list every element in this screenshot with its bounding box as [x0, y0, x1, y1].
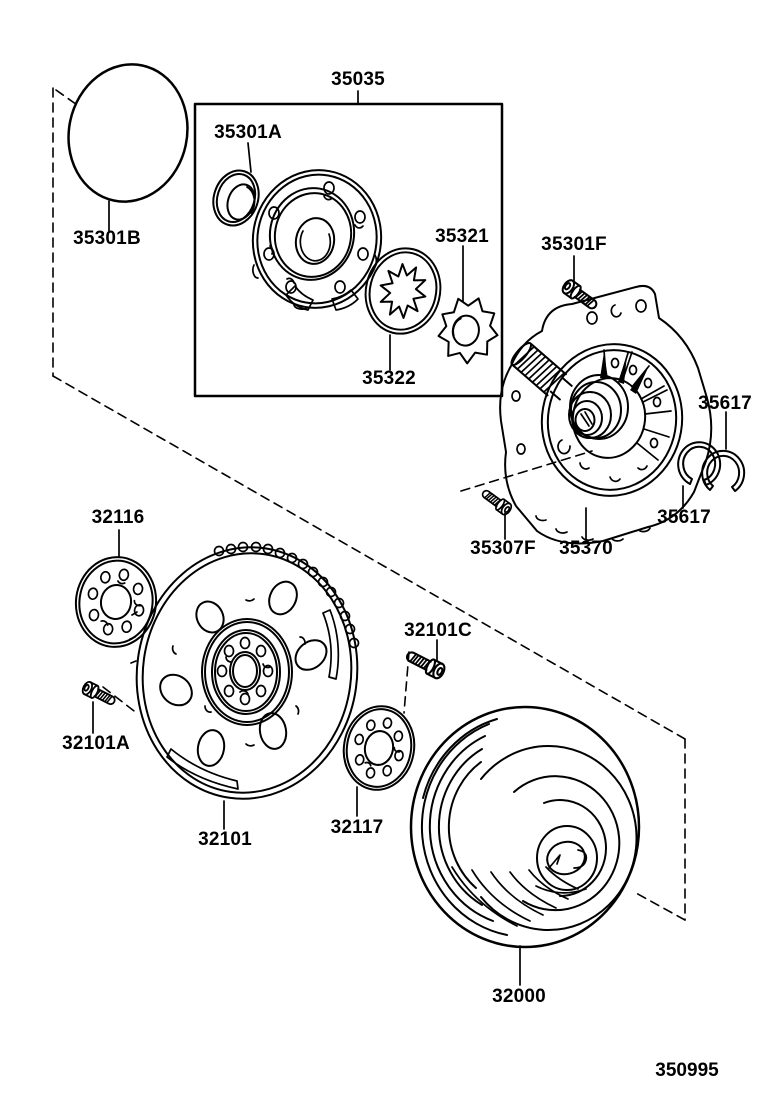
- part-label-35301A: 35301A: [214, 122, 282, 143]
- part-32101C-bolt-drawing: [404, 648, 447, 680]
- callout-leader-lines: [93, 91, 726, 985]
- part-label-35301B: 35301B: [73, 228, 141, 249]
- part-label-35617-lower: 35617: [657, 507, 711, 528]
- part-label-35370: 35370: [559, 538, 613, 559]
- part-label-32117: 32117: [330, 817, 384, 838]
- part-label-32101: 32101: [198, 829, 252, 850]
- part-label-35301F: 35301F: [541, 234, 607, 255]
- part-label-35307F: 35307F: [470, 538, 536, 559]
- part-label-35035: 35035: [331, 69, 385, 90]
- part-32101A-bolt-drawing: [81, 680, 118, 708]
- part-35617-seal-rings-drawing: [678, 442, 744, 491]
- part-label-32000: 32000: [492, 986, 546, 1007]
- part-label-35321: 35321: [435, 226, 489, 247]
- figure-code: 350995: [655, 1060, 719, 1081]
- part-35301A-oil-seal-drawing: [206, 165, 265, 232]
- part-32000-torque-converter-drawing: [411, 707, 639, 947]
- part-35301B-oring-drawing: [56, 53, 200, 213]
- part-35307F-bolt-drawing: [480, 487, 514, 516]
- part-label-32101C: 32101C: [404, 620, 472, 641]
- part-label-35322: 35322: [362, 368, 416, 389]
- part-label-32101A: 32101A: [62, 733, 130, 754]
- part-label-35617-upper: 35617: [698, 393, 752, 414]
- part-35370-stator-support-drawing: [500, 286, 711, 544]
- part-35322-driven-gear-drawing: [357, 240, 450, 341]
- assembly-axis-dashed-lines: [53, 88, 685, 920]
- part-35301F-bolt-drawing: [560, 278, 600, 312]
- part-32101-drive-plate-drawing: [121, 533, 374, 813]
- part-35321-drive-gear-drawing: [435, 293, 504, 368]
- part-label-32116: 32116: [91, 507, 145, 528]
